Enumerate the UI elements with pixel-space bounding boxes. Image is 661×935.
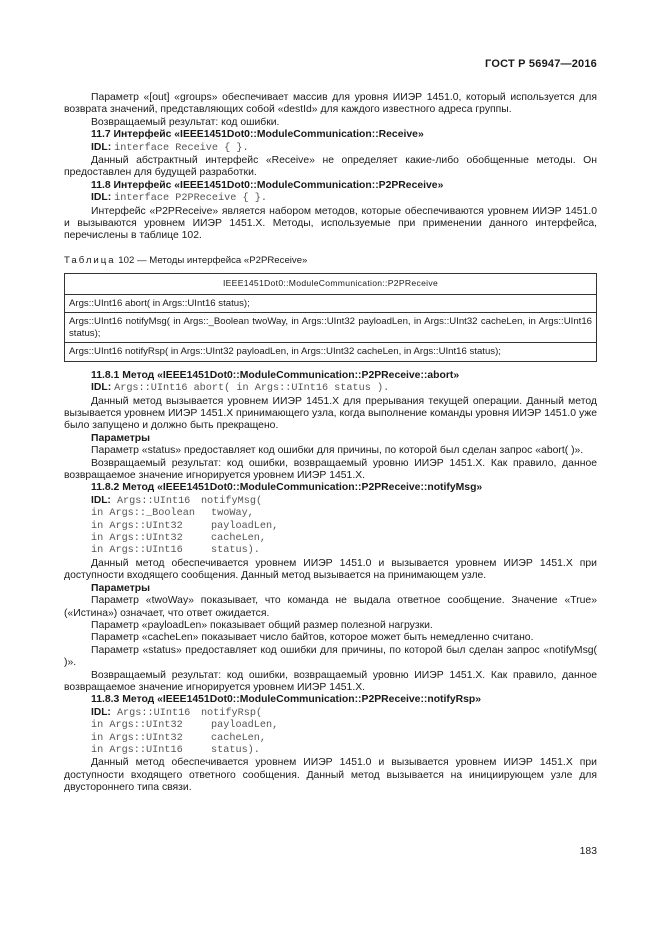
code-name: cacheLen, bbox=[211, 533, 267, 545]
idl-code: interface Receive { }. bbox=[114, 142, 249, 154]
code-type: in Args::UInt16 bbox=[91, 545, 183, 557]
code-name: notifyRsp( bbox=[200, 707, 263, 719]
code-type: in Args::UInt32 bbox=[91, 720, 183, 732]
idl-label: IDL: bbox=[91, 706, 111, 718]
section-heading-11-8: 11.8 Интерфейс «IEEE1451Dot0::ModuleCommunication::P2PReceive» bbox=[91, 179, 444, 191]
paragraph: Возвращаемый результат: код ошибки, возвращаемый уровню ИИЭР 1451.X. Как правило, данное возвращаемое значение игнорируется уровнем ИИЭР 1451.X. bbox=[64, 457, 597, 482]
code-type: in Args::UInt32 bbox=[91, 520, 183, 532]
idl-label: IDL: bbox=[91, 494, 111, 506]
table-row bbox=[65, 343, 597, 362]
section-heading-11-8-1: 11.8.1 Метод «IEEE1451Dot0::ModuleCommunication::P2PReceive::abort» bbox=[91, 369, 460, 381]
idl-line bbox=[64, 382, 597, 395]
table-row bbox=[65, 294, 597, 313]
paragraph: Интерфейс «P2PReceive» является набором методов, которые обеспечиваются уровнем ИИЭР 1451.0 и вызываются уровнем ИИЭР 1451.X. Методы, используемые при применении данного интерфейса, перечислены в таблице 102. bbox=[64, 205, 597, 242]
params-heading: Параметры bbox=[91, 432, 151, 444]
page-content bbox=[64, 92, 597, 795]
paragraph: Параметр «payloadLen» показывает общий размер полезной нагрузки. bbox=[91, 619, 433, 631]
code-type: in Args::UInt32 bbox=[91, 732, 183, 744]
paragraph: Данный метод вызывается уровнем ИИЭР 1451.X для прерывания текущей операции. Данный метод вызывается уровнем ИИЭР 1451.X принимающего узла, когда выполнение команды уровня ИИЭР 1451.0 уже было запущено и должно быть прекращено. bbox=[64, 395, 597, 432]
code-name: cacheLen, bbox=[211, 732, 267, 744]
table-cell: Args::UInt16 notifyRsp( in Args::UInt32 payloadLen, in Args::UInt32 cacheLen, in Args::UInt16 status); bbox=[65, 343, 597, 362]
code-name: payloadLen, bbox=[211, 720, 279, 732]
code-line bbox=[64, 533, 597, 545]
idl-label: IDL: bbox=[91, 141, 112, 153]
section-heading-11-8-2: 11.8.2 Метод «IEEE1451Dot0::ModuleCommunication::P2PReceive::notifyMsg» bbox=[91, 482, 483, 494]
code-name: status). bbox=[211, 545, 260, 557]
idl-line bbox=[64, 142, 597, 155]
paragraph: Параметр «status» предоставляет код ошибки для причины, по которой был сделан запрос «notifyMsg( )». bbox=[64, 644, 597, 669]
paragraph: Возвращаемый результат: код ошибки, возвращаемый уровню ИИЭР 1451.X. Как правило, данное возвращаемое значение игнорируется уровнем ИИЭР 1451.X. bbox=[64, 669, 597, 693]
methods-table bbox=[64, 273, 597, 362]
idl-code: interface P2PReceive { }. bbox=[114, 193, 267, 205]
paragraph: Параметр «twoWay» показывает, что команда не выдала ответное сообщение. Значение «True» («Истина») означает, что ответ ожидается. bbox=[64, 595, 597, 619]
section-heading-11-7: 11.7 Интерфейс «IEEE1451Dot0::ModuleCommunication::Receive» bbox=[91, 129, 424, 141]
caption-text: 102 — Методы интерфейса «P2PReceive» bbox=[118, 254, 308, 266]
code-line bbox=[64, 495, 597, 508]
code-name: payloadLen, bbox=[211, 520, 279, 532]
code-line bbox=[64, 720, 597, 732]
code-line bbox=[64, 521, 597, 533]
idl-code: Args::UInt16 abort( in Args::UInt16 status ). bbox=[114, 383, 390, 395]
table-header-cell: IEEE1451Dot0::ModuleCommunication::P2PReceive bbox=[65, 274, 597, 295]
code-type: in Args::UInt32 bbox=[91, 533, 183, 545]
code-type: Args::UInt16 bbox=[116, 707, 191, 719]
paragraph: Возвращаемый результат: код ошибки. bbox=[91, 116, 280, 128]
code-type: in Args::UInt16 bbox=[91, 744, 183, 756]
paragraph: Данный абстрактный интерфейс «Receive» не определяет какие-либо обобщенные методы. Он предоставлен для будущей разработки. bbox=[64, 155, 597, 179]
table-row bbox=[65, 313, 597, 343]
code-line bbox=[64, 733, 597, 745]
caption-prefix: Таблица bbox=[64, 254, 116, 266]
table-cell: Args::UInt16 notifyMsg( in Args::_Boolean twoWay, in Args::UInt32 payloadLen, in Args::UInt32 cacheLen, in Args::UInt16 status); bbox=[65, 313, 597, 343]
idl-label: IDL: bbox=[91, 382, 112, 394]
code-type: Args::UInt16 bbox=[116, 495, 191, 507]
code-line bbox=[64, 508, 597, 520]
idl-label: IDL: bbox=[91, 192, 112, 204]
table-cell: Args::UInt16 abort( in Args::UInt16 status); bbox=[65, 294, 597, 313]
page-number: 183 bbox=[579, 846, 597, 857]
code-line bbox=[64, 545, 597, 557]
params-heading: Параметры bbox=[91, 582, 151, 594]
idl-line bbox=[64, 192, 597, 205]
code-name: notifyMsg( bbox=[200, 495, 263, 507]
code-line bbox=[64, 707, 597, 720]
paragraph: Данный метод обеспечивается уровнем ИИЭР 1451.0 и вызывается уровнем ИИЭР 1451.X при доступности входящего сообщения. Данный метод вызывается на принимающем узле. bbox=[64, 557, 597, 582]
code-line bbox=[64, 745, 597, 757]
paragraph: Данный метод обеспечивается уровнем ИИЭР 1451.0 и вызывается уровнем ИИЭР 1451.X при доступности входящего ответного сообщения. Данный метод вызывается на инициирующем узле для двустороннего типа связи. bbox=[64, 757, 597, 794]
paragraph: Параметр «status» предоставляет код ошибки для причины, по которой был сделан запрос «abort( )». bbox=[91, 445, 584, 457]
standard-header: ГОСТ Р 56947—2016 bbox=[485, 58, 597, 70]
table-caption bbox=[64, 255, 597, 267]
code-name: status). bbox=[211, 744, 260, 756]
code-type: in Args::_Boolean bbox=[91, 508, 195, 520]
paragraph: Параметр «[out] «groups» обеспечивает массив для уровня ИИЭР 1451.0, который используется для возврата значений, представляющих собой «destId» для каждого известного адреса группы. bbox=[64, 92, 597, 116]
section-heading-11-8-3: 11.8.3 Метод «IEEE1451Dot0::ModuleCommunication::P2PReceive::notifyRsp» bbox=[91, 694, 482, 706]
code-name: twoWay, bbox=[211, 508, 254, 520]
paragraph: Параметр «cacheLen» показывает число байтов, которое может быть немедленно считано. bbox=[91, 632, 534, 644]
